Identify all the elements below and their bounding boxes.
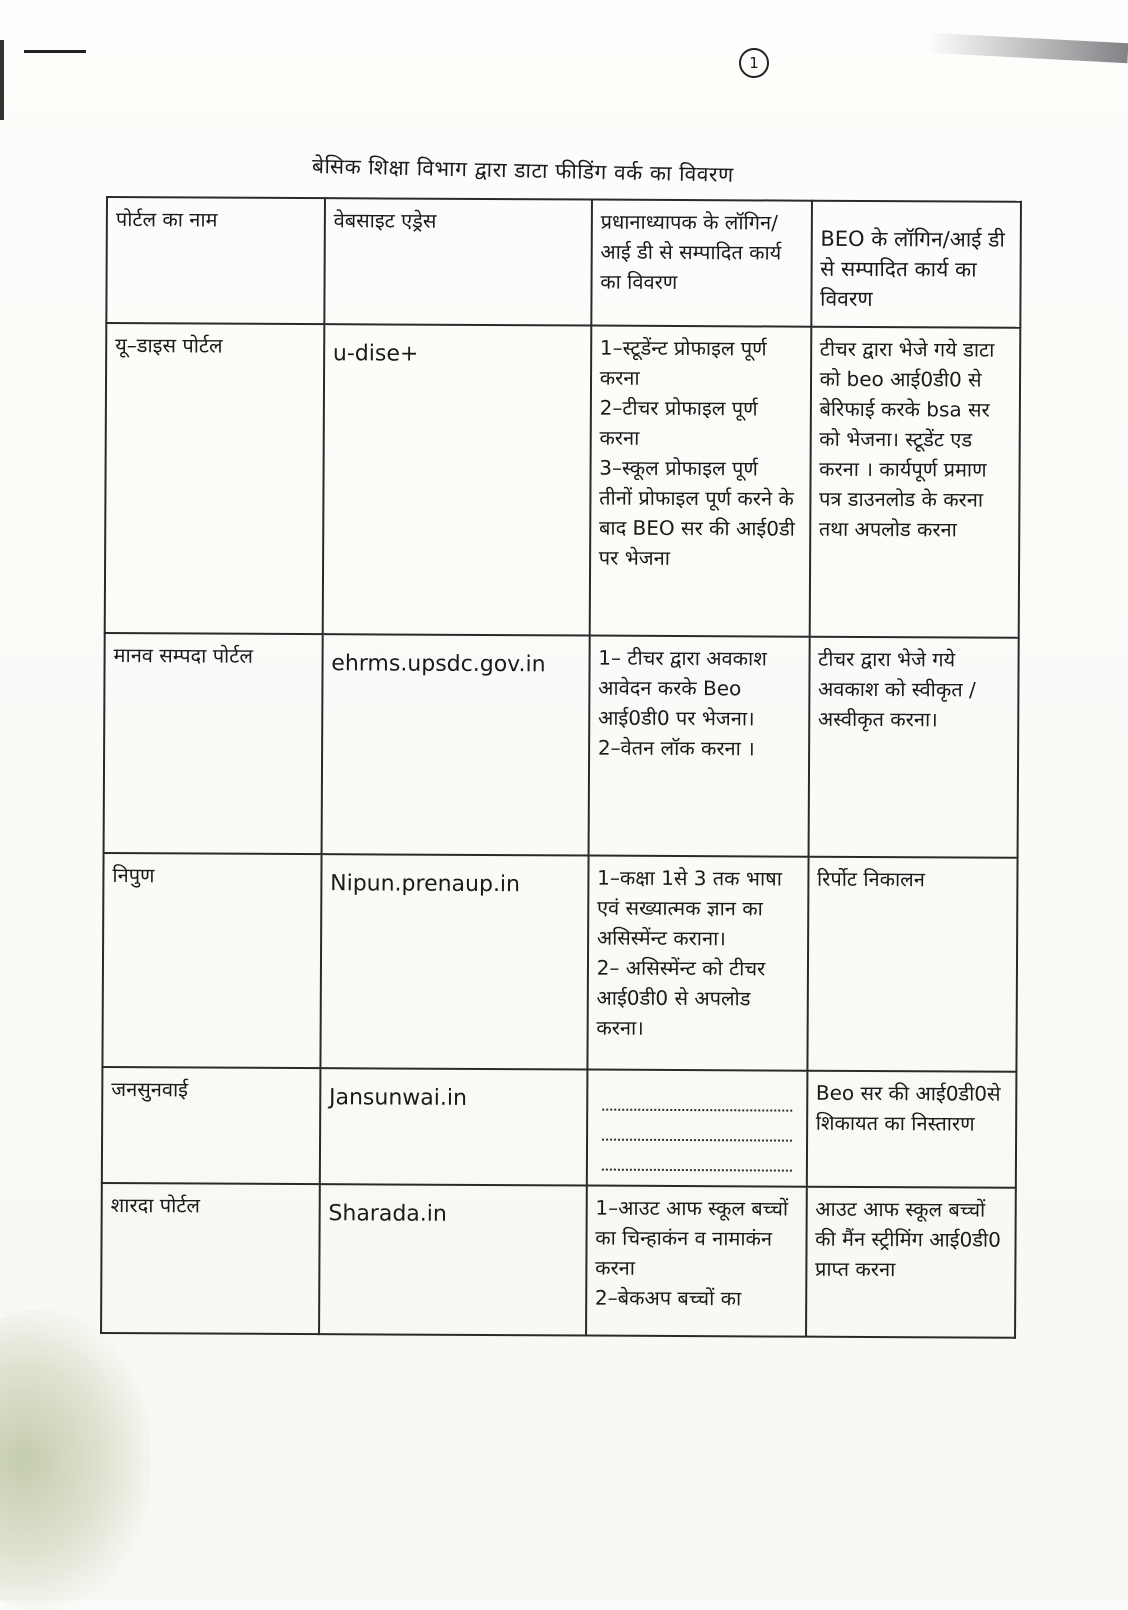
header-headmaster-work: प्रधानाध्यापक के लॉगिन/आई डी से सम्पादित कार्य का विवरण [591,200,812,327]
list-item: 3–स्कूल प्रोफाइल पूर्ण [599,455,758,481]
document-title: बेसिक शिक्षा विभाग द्वारा डाटा फीडिंग वर्क का विवरण [311,154,734,187]
cell-beo [808,637,1019,858]
header-portal-name: पोर्टल का नाम [106,197,324,324]
list-item: तीनों प्रोफाइल पूर्ण करने के बाद BEO सर की आई0डी पर भेजना [598,485,795,570]
list-item: 1–कक्षा 1से 3 तक भाषा एवं सख्यात्मक ज्ञान का असिस्मेंन्ट कराना। [596,865,782,951]
cell-beo [809,327,1020,638]
header-website: वेबसाइट एड्रेस [324,198,592,325]
cell-beo [807,857,1018,1072]
scan-scuff [928,33,1128,63]
cell-headmaster [586,1186,807,1337]
cell-headmaster [588,636,809,857]
list-item: 1– टीचर द्वारा अवकाश आवेदन करके Beo आई0डी0 पर भेजना। [597,645,767,731]
list-item: रिर्पोट निकालन [816,866,925,892]
list-item: टीचर द्वारा भेजे गये अवकाश को स्वीकृत /अस्वीकृत करना। [817,646,976,732]
list-item: 1–स्टूडेंन्ट प्रोफाइल पूर्ण करना [599,335,767,390]
list-item: 2–वेतन लॉक करना । [597,735,755,761]
cell-portal: यू–डाइस पोर्टल [105,323,324,634]
list-item: 2–टीचर प्रोफाइल पूर्ण करना [599,395,758,450]
table-row [101,1183,1016,1338]
list-item: 2–बेकअप बच्चों का [594,1285,742,1311]
list-item: Beo सर की आई0डी0से शिकायत का निस्तारण [815,1080,1001,1136]
cell-website: Nipun.prenaup.in [320,854,588,1069]
cell-beo [806,1187,1016,1338]
cell-website: Sharada.in [319,1184,587,1335]
page-number: 1 [739,48,769,78]
blank-dotted-line [602,1119,792,1142]
scan-edge-mark [0,40,4,120]
cell-beo [806,1071,1016,1188]
header-beo-work: BEO के लॉगिन/आई डी से सम्पादित कार्य का विवरण [811,201,1021,328]
handwritten-dash [24,50,86,53]
blank-dotted-line [602,1149,792,1172]
list-item: 2– असिस्मेंन्ट को टीचर आई0डी0 से अपलोड करना। [596,955,766,1040]
cell-portal: जनसुनवाई [102,1067,320,1184]
list-item: आउट आफ स्कूल बच्चों की मैंन स्ट्रीमिंग आई0डी0 प्राप्त करना [814,1196,1001,1282]
cell-website: u-dise+ [322,324,591,635]
cell-headmaster-blank [587,1070,807,1187]
cell-portal: शारदा पोर्टल [101,1183,320,1334]
cell-portal: निपुण [102,853,321,1068]
scan-stain [0,1310,150,1610]
table-row [102,1067,1017,1188]
cell-headmaster [589,326,810,637]
cell-website: Jansunwai.in [320,1068,588,1185]
blank-dotted-line [602,1089,792,1112]
table-header-row [106,197,1021,328]
cell-headmaster [587,856,808,1071]
list-item: टीचर द्वारा भेजे गये डाटा को beo आई0डी0 से बेरिफाई करके bsa सर को भेजना। स्टूडेंट एड करना । कार्यपूर्ण प्रमाण पत्र डाउनलोड के करना तथा अपलोड करना [818,336,995,542]
table-row [105,323,1021,638]
cell-website: ehrms.upsdc.gov.in [321,634,589,855]
table-row [102,853,1017,1072]
list-item: 1–आउट आफ स्कूल बच्चों का चिन्हाकंन व नामाकंन करना [595,1195,789,1280]
cell-portal: मानव सम्पदा पोर्टल [104,633,323,854]
table-row [104,633,1019,858]
data-feeding-table [100,196,1022,1339]
